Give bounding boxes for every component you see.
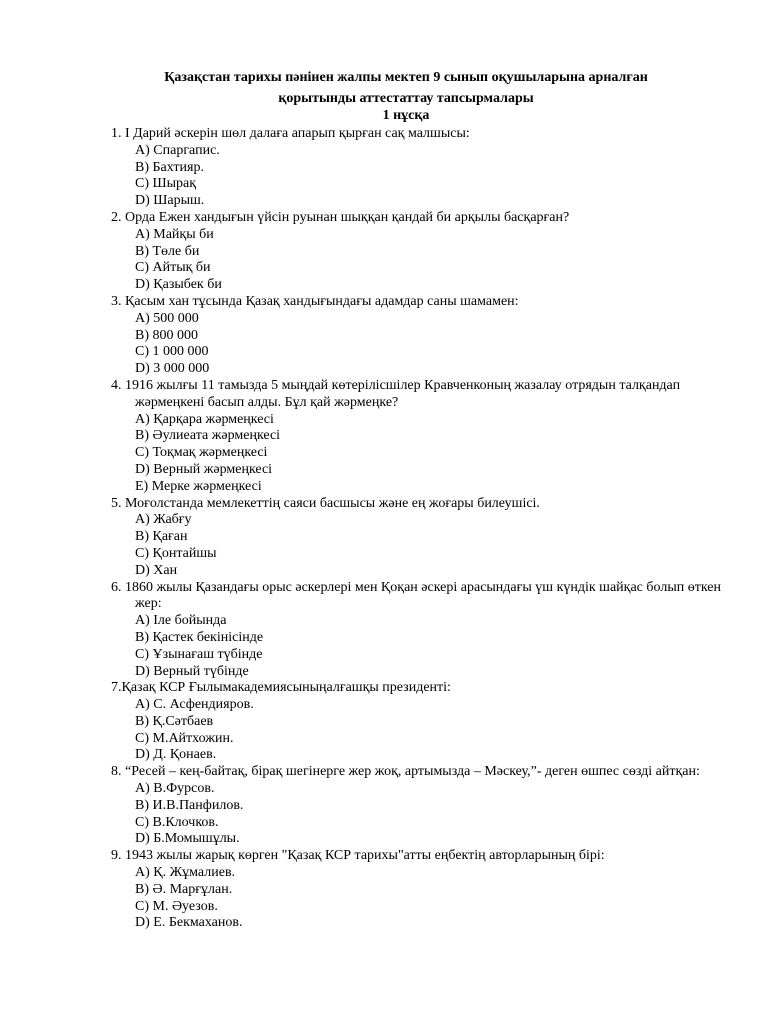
question-item bbox=[111, 580, 721, 681]
answer-option: D) 3 000 000 bbox=[135, 361, 210, 377]
question-item bbox=[111, 210, 721, 294]
answer-option: B) Бахтияр. bbox=[135, 159, 204, 175]
answer-option: A) Іле бойында bbox=[135, 613, 227, 629]
variant-label: 1 нұсқа bbox=[382, 108, 430, 123]
question-text: 6. 1860 жылы Қазандағы орыс әскерлері мен Қоқан әскері арасындағы үш күндік шайқас болып өткен жер: bbox=[111, 579, 721, 612]
answer-option: D) Верный жәрмеңкесі bbox=[135, 461, 273, 477]
answer-option: B) 800 000 bbox=[135, 327, 198, 343]
answer-option: A) Майқы би bbox=[135, 226, 214, 242]
answer-option: B) Қаған bbox=[135, 529, 188, 545]
answer-option: C) М. Әуезов. bbox=[135, 898, 218, 914]
question-item bbox=[111, 764, 721, 848]
answer-option: D) Верный түбінде bbox=[135, 663, 249, 679]
answer-option: E) Мерке жәрмеңкесі bbox=[135, 478, 262, 494]
question-item bbox=[111, 294, 721, 378]
answer-option: A) Қарқара жәрмеңкесі bbox=[135, 411, 274, 427]
answer-option: B) Қ.Сәтбаев bbox=[135, 713, 214, 729]
question-item bbox=[111, 378, 721, 496]
answer-option: A) 500 000 bbox=[135, 310, 199, 326]
question-list bbox=[111, 126, 721, 932]
answer-option: D) Қазыбек би bbox=[135, 277, 222, 293]
question-text: 7.Қазақ КСР Ғылымакадемиясыныңалғашқы президенті: bbox=[111, 680, 451, 696]
answer-options bbox=[111, 865, 721, 932]
answer-option: D) Шарыш. bbox=[135, 193, 205, 209]
answer-option: C) Шырақ bbox=[135, 176, 197, 192]
question-text: 1. I Дарий әскерін шөл далаға апарып қырған сақ малшысы: bbox=[111, 126, 470, 141]
answer-option: A) Спаргапис. bbox=[135, 142, 220, 158]
answer-option: B) Ә. Марғұлан. bbox=[135, 881, 233, 897]
answer-options bbox=[111, 697, 721, 764]
question-text: 5. Моғолстанда мемлекеттің саяси басшысы және ең жоғары билеушісі. bbox=[111, 495, 540, 511]
question-item bbox=[111, 680, 721, 764]
answer-options bbox=[111, 613, 721, 680]
answer-option: A) Жабғу bbox=[135, 512, 192, 528]
answer-option: A) Қ. Жұмалиев. bbox=[135, 865, 236, 881]
question-text: 9. 1943 жылы жарық көрген "Қазақ КСР тарихы"атты еңбектің авторларының бірі: bbox=[111, 848, 605, 864]
answer-option: B) Төле би bbox=[135, 243, 200, 259]
answer-option: D) Д. Қонаев. bbox=[135, 747, 217, 763]
answer-option: B) Қастек бекінісінде bbox=[135, 629, 264, 645]
answer-options bbox=[111, 781, 721, 848]
answer-option: A) В.Фурсов. bbox=[135, 781, 215, 797]
answer-options bbox=[111, 227, 721, 294]
answer-option: D) Хан bbox=[135, 562, 178, 578]
answer-option: C) Тоқмақ жәрмеңкесі bbox=[135, 445, 268, 461]
answer-option: B) Әулиеата жәрмеңкесі bbox=[135, 428, 281, 444]
answer-option: D) Б.Момышұлы. bbox=[135, 831, 240, 847]
question-item bbox=[111, 126, 721, 210]
question-item bbox=[111, 496, 721, 580]
answer-option: A) С. Асфендияров. bbox=[135, 697, 254, 713]
answer-options bbox=[111, 412, 721, 496]
answer-options bbox=[111, 143, 721, 210]
answer-option: C) Ұзынағаш түбінде bbox=[135, 646, 263, 662]
question-text: 4. 1916 жылғы 11 тамызда 5 мыңдай көтерілісшілер Кравченконың жазалау отрядын талқандап жәрмеңкені басып алды. Бұл қай жәрмеңке? bbox=[111, 377, 681, 410]
answer-options bbox=[111, 311, 721, 378]
answer-option: C) Қонтайшы bbox=[135, 545, 217, 561]
answer-option: C) 1 000 000 bbox=[135, 344, 209, 360]
document-title-line-2: қорытынды аттестаттау тапсырмалары bbox=[278, 91, 534, 106]
question-item bbox=[111, 848, 721, 932]
question-text: 3. Қасым хан тұсында Қазақ хандығындағы адамдар саны шамамен: bbox=[111, 293, 519, 309]
answer-option: D) Е. Бекмаханов. bbox=[135, 915, 243, 931]
document-title-line-1: Қазақстан тарихы пәнінен жалпы мектеп 9 сынып оқушыларына арналған bbox=[164, 70, 648, 85]
question-text: 8. “Ресей – кең-байтақ, бірақ шегінерге жер жоқ, артымызда – Мәскеу,”- деген өшпес сөзді айтқан: bbox=[111, 764, 700, 780]
answer-option: C) Айтық би bbox=[135, 260, 211, 276]
question-text: 2. Орда Ежен хандығын үйсін руынан шыққан қандай би арқылы басқарған? bbox=[111, 209, 570, 225]
answer-option: B) И.В.Панфилов. bbox=[135, 797, 244, 813]
answer-options bbox=[111, 512, 721, 579]
answer-option: C) В.Клочков. bbox=[135, 814, 219, 830]
answer-option: C) М.Айтхожин. bbox=[135, 730, 234, 746]
